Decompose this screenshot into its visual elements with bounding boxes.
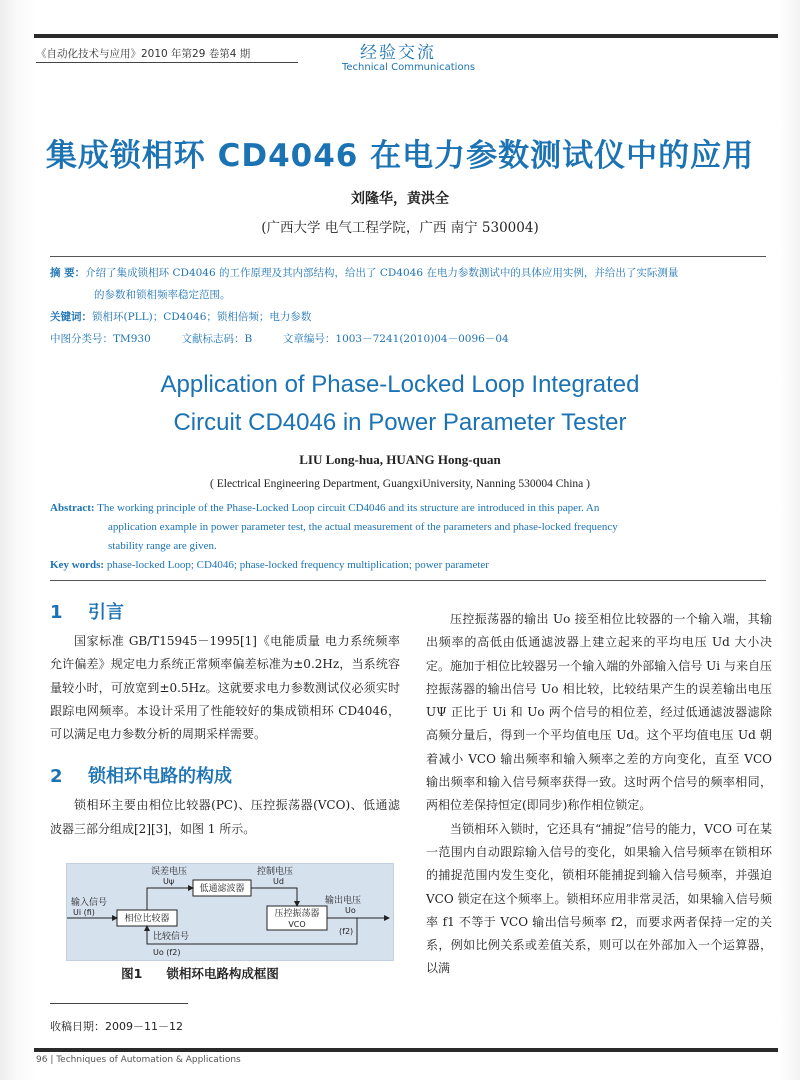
block-diagram-svg — [67, 864, 393, 960]
control-voltage-symbol: Ud — [273, 877, 284, 886]
abstract-en-line3: stability range are given. — [108, 540, 217, 552]
section-label-en: Technical Communications — [342, 62, 476, 73]
keywords-cn — [50, 306, 766, 328]
vco-label-cn: 压控振荡器 — [274, 909, 320, 919]
clc-number: 中图分类号：TM930 — [50, 333, 151, 345]
section2-number: 2 — [50, 766, 63, 788]
journal-info: 《自动化技术与应用》2010 年第29 卷第4 期 — [36, 48, 251, 60]
output-voltage-symbol: Uo — [345, 906, 356, 915]
section1-heading — [50, 596, 400, 630]
phase-comparator-label: 相位比较器 — [124, 914, 170, 924]
document-code: 文献标志码：B — [181, 333, 253, 345]
abstract-bottom-rule — [50, 580, 766, 581]
control-voltage-label: 控制电压 — [257, 867, 294, 877]
input-signal-label: 输入信号 — [71, 898, 108, 908]
abstract-en — [50, 499, 766, 575]
authors-cn: 刘隆华，黄洪全 — [351, 191, 449, 207]
footnote-rule — [50, 1003, 188, 1004]
keywords-cn-label: 关键词： — [50, 311, 92, 323]
compare-signal-symbol: Uo (f2) — [153, 948, 181, 957]
keywords-en — [50, 556, 766, 575]
abstract-cn-line1 — [50, 262, 766, 284]
right-paragraph-2: 当锁相环入锁时，它还具有“捕捉”信号的能力，VCO 可在某一范围内自动跟踪输入信号的变化，如果输入信号频率在锁相环的捕捉范围内发生变化，锁相环能捕捉到输入信号频率，并强迫 VCO 锁定在这个频率上。锁相环应用非常灵活，如果输入信号频率 f1 不等于 VCO 输出信号频率 f2，而要求两者保持一定的关系，例如比例关系或差值关系，则可以在外部加入一个运算器，以满 — [426, 821, 772, 976]
compare-signal-label: 比较信号 — [153, 932, 190, 942]
section1-title: 引言 — [88, 602, 124, 623]
abstract-en-text1: The working principle of the Phase-Locked Loop circuit CD4046 and its structure are introduced in this paper. An — [97, 502, 600, 514]
error-voltage-symbol: Uψ — [163, 877, 175, 886]
pll-block-diagram — [66, 863, 394, 961]
title-en-line1: Application of Phase-Locked Loop Integrated — [160, 371, 640, 398]
received-date: 收稿日期：2009－11－12 — [50, 1020, 183, 1033]
keywords-cn-text: 锁相环(PLL)；CD4046；锁相倍频；电力参数 — [92, 311, 312, 323]
abstract-en-line1 — [50, 499, 766, 518]
output-frequency-symbol: (f2) — [339, 927, 354, 936]
journal-underline — [36, 62, 298, 63]
abstract-en-label: Abstract: — [50, 502, 95, 514]
affiliation-cn: (广西大学 电气工程学院，广西 南宁 530004) — [261, 220, 539, 236]
input-signal-symbol: Ui (fi) — [73, 908, 95, 917]
low-pass-filter-label: 低通滤波器 — [199, 884, 245, 894]
vco-label-en: VCO — [288, 920, 306, 929]
error-voltage-label: 误差电压 — [151, 867, 188, 877]
classification-line — [50, 328, 766, 350]
right-column — [426, 608, 772, 981]
authors-en: LIU Long-hua, HUANG Hong-quan — [299, 452, 501, 467]
output-voltage-label: 输出电压 — [325, 896, 362, 906]
right-paragraph-1: 压控振荡器的输出 Uo 接至相位比较器的一个输入端，其输出频率的高低由低通滤波器上建立起来的平均电压 Ud 大小决定。施加于相位比较器另一个输入端的外部输入信号 Ui 与来自压控振荡器的输出信号 Uo 相比较，比较结果产生的误差输出电压 UΨ 正比于 Ui 和 Uo 两个信号的相位差，经过低通滤波器滤除高频分量后，得到一个平均值电压 Ud。这个平均值电压 Ud 朝着减小 VCO 输出频率和输入频率之差的方向变化，直至 VCO 输出频率和输入信号频率获得一致。这时两个信号的频率相同，两相位差保持恒定(即同步)称作相位锁定。 — [426, 612, 772, 813]
affiliation-en: ( Electrical Engineering Department, GuangxiUniversity, Nanning 530004 China ) — [210, 478, 590, 490]
abstract-cn-line2: 的参数和锁相频率稳定范围。 — [94, 289, 231, 301]
abstract-cn — [50, 262, 766, 350]
article-number: 文章编号：1003－7241(2010)04－0096－04 — [282, 333, 509, 345]
title-cn: 集成锁相环 CD4046 在电力参数测试仪中的应用 — [45, 138, 755, 174]
section1-paragraph: 国家标准 GB/T15945－1995[1]《电能质量 电力系统频率允许偏差》规定电力系统正常频率偏差标准为±0.2Hz，当系统容量较小时，可放宽到±0.5Hz。这就要求电力参数测试仪必须实时跟踪电网频率。本设计采用了性能较好的集成锁相环 CD4046，可以满足电力参数分析的周期采样需要。 — [50, 634, 400, 742]
abstract-top-rule — [50, 256, 766, 257]
left-column — [50, 596, 400, 841]
section2-paragraph: 锁相环主要由相位比较器(PC)、压控振荡器(VCO)、低通滤波器三部分组成[2][3]，如图 1 所示。 — [50, 798, 400, 836]
section2-title: 锁相环电路的构成 — [88, 766, 232, 788]
section1-number: 1 — [50, 602, 63, 623]
keywords-en-label: Key words: — [50, 559, 105, 571]
page-footer: 96 | Techniques of Automation & Applications — [36, 1055, 241, 1065]
title-en-line2: Circuit CD4046 in Power Parameter Tester — [173, 409, 627, 436]
figure-caption — [0, 964, 400, 982]
figure-caption-text: 锁相环电路构成框图 — [166, 966, 279, 981]
section-label-cn: 经验交流 — [360, 43, 436, 63]
keywords-en-text: phase-locked Loop; CD4046; phase-locked frequency multiplication; power parameter — [106, 559, 489, 571]
figure-caption-number: 图1 — [121, 966, 143, 981]
section2-heading — [50, 760, 400, 794]
title-en — [0, 366, 800, 442]
footer-rule — [34, 1048, 778, 1052]
abstract-cn-label: 摘 要： — [50, 267, 86, 279]
abstract-en-line2: application example in power parameter test, the actual measurement of the parameters and phase-locked frequency — [108, 521, 618, 533]
abstract-cn-text1: 介绍了集成锁相环 CD4046 的工作原理及其内部结构，给出了 CD4046 在电力参数测试中的具体应用实例，并给出了实际测量 — [85, 267, 679, 279]
